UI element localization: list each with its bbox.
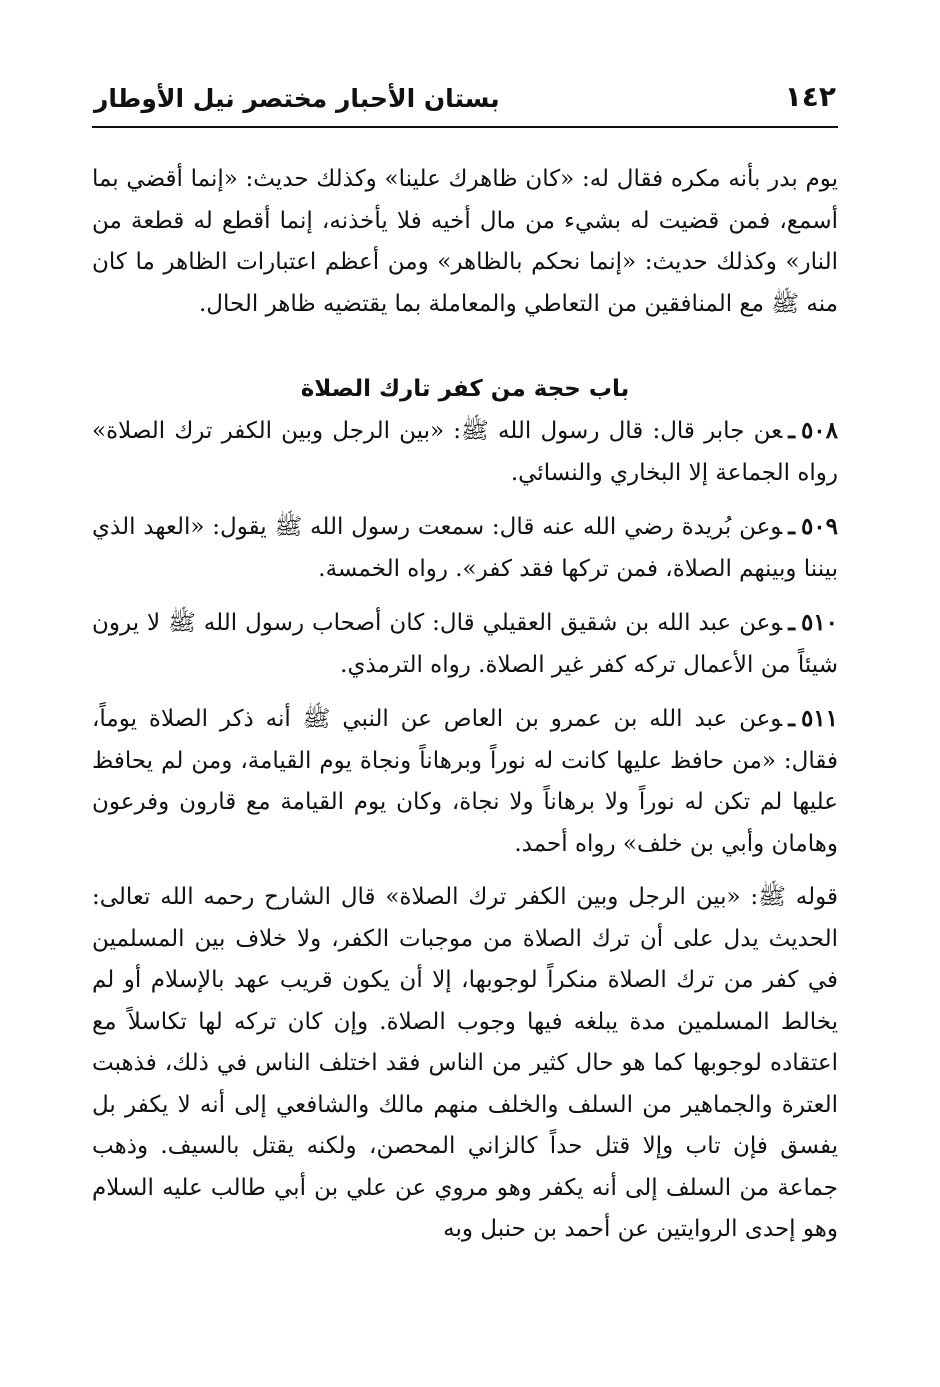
hadith-508 (92, 410, 838, 494)
book-page (92, 78, 838, 1251)
hadith-number: ٥٠٩ (800, 513, 838, 540)
commentary-paragraph: قوله ﷺ: «بين الرجل وبين الكفر ترك الصلاة» قال الشارح رحمه الله تعالى: الحديث يدل على أن ترك الصلاة من موجبات الكفر، ولا خلاف بين المسلمين في كفر من ترك الصلاة منكراً لوجوبها، إلا أن يكون قريب عهد بالإسلام أو لم يخالط المسلمين مدة يبلغه فيها وجوب الصلاة. وإن كان تركه لها تكاسلاً مع اعتقاده لوجوبها كما هو حال كثير من الناس فقد اختلف الناس في ذلك، فذهبت العترة والجماهير من السلف والخلف منهم مالك والشافعي إلى أنه لا يكفر بل يفسق فإن تاب وإلا قتل حداً كالزاني المحصن، ولكنه يقتل بالسيف. وذهب جماعة من السلف إلى أنه يكفر وهو مروي عن علي بن أبي طالب عليه السلام وهو إحدى الروايتين عن أحمد بن حنبل وبه (92, 884, 838, 1242)
hadith-text: وعن عبد الله بن شقيق العقيلي قال: كان أصحاب رسول الله ﷺ لا يرون شيئاً من الأعمال تركه كفر غير الصلاة. رواه الترمذي. (92, 610, 838, 678)
hadith-separator: ـ (788, 609, 795, 636)
hadith-510 (92, 602, 838, 686)
page-header (92, 78, 838, 128)
chapter-title: باب حجة من كفر تارك الصلاة (300, 376, 630, 402)
hadith-509 (92, 506, 838, 590)
hadith-text: عن جابر قال: قال رسول الله ﷺ: «بين الرجل وبين الكفر ترك الصلاة» رواه الجماعة إلا البخاري والنسائي. (92, 418, 838, 486)
hadith-511 (92, 698, 838, 865)
hadith-number: ٥١٠ (800, 609, 838, 636)
book-title: بستان الأحبار مختصر نيل الأوطار (94, 84, 500, 113)
intro-paragraph: يوم بدر بأنه مكره فقال له: «كان ظاهرك علينا» وكذلك حديث: «إنما أقضي بما أسمع، فمن قضيت له بشيء من مال أخيه فلا يأخذنه، إنما أقطع له قطعة من النار» وكذلك حديث: «إنما نحكم بالظاهر» ومن أعظم اعتبارات الظاهر ما كان منه ﷺ مع المنافقين من التعاطي والمعاملة بما يقتضيه ظاهر الحال. (92, 166, 838, 317)
hadith-separator: ـ (788, 513, 795, 540)
hadith-number: ٥١١ (800, 705, 838, 732)
hadith-text: وعن عبد الله بن عمرو بن العاص عن النبي ﷺ أنه ذكر الصلاة يوماً، فقال: «من حافظ عليها كانت له نوراً وبرهاناً ونجاة يوم القيامة، ومن لم يحافظ عليها لم تكن له نوراً ولا برهاناً ولا نجاة، وكان يوم القيامة مع قارون وفرعون وهامان وأبي بن خلف» رواه أحمد. (92, 706, 838, 857)
page-number: ١٤٢ (784, 80, 836, 113)
hadith-separator: ـ (788, 705, 795, 732)
hadith-number: ٥٠٨ (800, 417, 838, 444)
hadith-text: وعن بُريدة رضي الله عنه قال: سمعت رسول الله ﷺ يقول: «العهد الذي بيننا وبينهم الصلاة، فمن تركها فقد كفر». رواه الخمسة. (92, 514, 838, 582)
hadith-separator: ـ (788, 417, 795, 444)
page-content (92, 159, 838, 1251)
